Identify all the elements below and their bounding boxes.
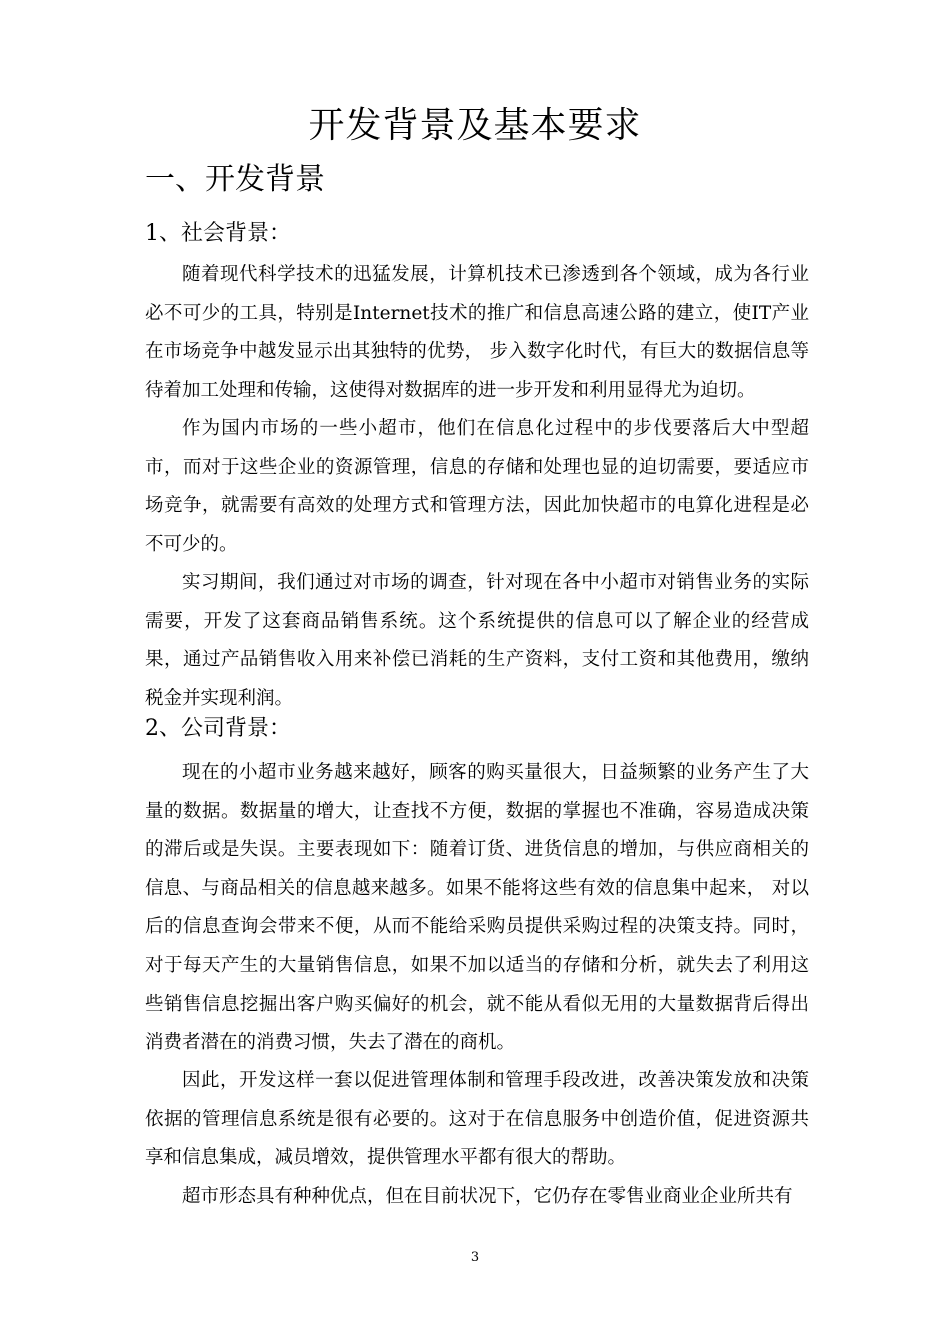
subheading-social-background: 1、社会背景： — [145, 221, 291, 246]
document-title: 开发背景及基本要求 — [308, 105, 642, 146]
paragraph: 随着现代科学技术的迅猛发展，计算机技术已渗透到各个领域，成为各行业必不可少的工具，特别是Internet技术的推广和信息高速公路的建立，使IT产业在市场竞争中越发显示出其独特的优势， 步入数字化时代，有巨大的数据信息等待着加工处理和传输，这使得对数据库的进一步开发和利用显得尤为迫切。 — [145, 264, 809, 401]
paragraph: 超市形态具有种种优点，但在目前状况下，它仍存在零售业商业企业所共有 — [182, 1186, 793, 1207]
page-number: 3 — [470, 1250, 480, 1265]
paragraph: 因此，开发这样一套以促进管理体制和管理手段改进，改善决策发放和决策依据的管理信息系统是很有必要的。这对于在信息服务中创造价值，促进资源共享和信息集成，减员增效，提供管理水平都有很大的帮助。 — [145, 1070, 809, 1169]
subheading-company-background: 2、公司背景： — [145, 716, 291, 741]
section-heading: 一、开发背景 — [145, 162, 325, 197]
paragraph: 现在的小超市业务越来越好，顾客的购买量很大，日益频繁的业务产生了大量的数据。数据量的增大，让查找不方便，数据的掌握也不准确，容易造成决策的滞后或是失误。主要表现如下：随着订货、进货信息的增加，与供应商相关的信息、与商品相关的信息越来越多。如果不能将这些有效的信息集中起来， 对以后的信息查询会带来不便，从而不能给采购员提供采购过程的决策支持。同时，对于每天产生的大量销售信息，如果不加以适当的存储和分析，就失去了利用这些销售信息挖掘出客户购买偏好的机会，就不能从看似无用的大量数据背后得出消费者潜在的消费习惯，失去了潜在的商机。 — [145, 762, 809, 1054]
paragraph: 作为国内市场的一些小超市，他们在信息化过程中的步伐要落后大中型超市，而对于这些企业的资源管理，信息的存储和处理也显的迫切需要，要适应市场竞争，就需要有高效的处理方式和管理方法，因此加快超市的电算化进程是必不可少的。 — [145, 418, 809, 555]
paragraph: 实习期间，我们通过对市场的调查，针对现在各中小超市对销售业务的实际需要，开发了这套商品销售系统。这个系统提供的信息可以了解企业的经营成果，通过产品销售收入用来补偿已消耗的生产资料，支付工资和其他费用，缴纳税金并实现利润。 — [145, 572, 809, 709]
